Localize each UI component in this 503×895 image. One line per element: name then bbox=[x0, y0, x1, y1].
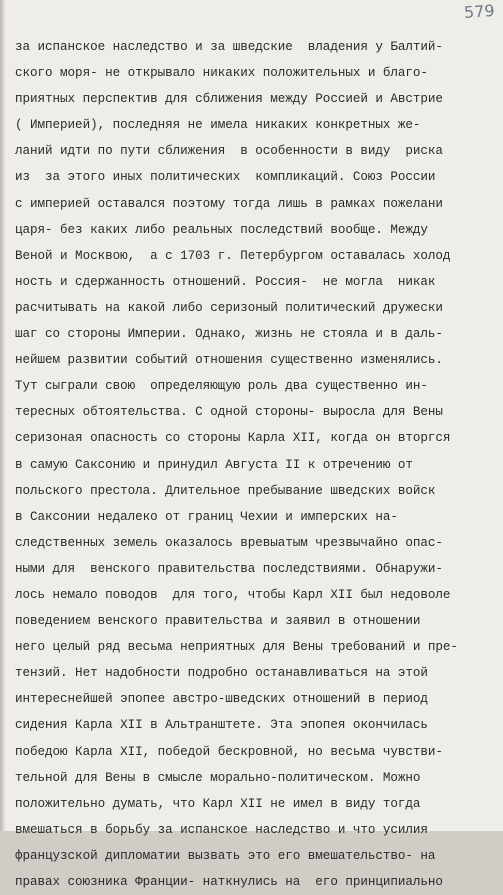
text-line: шаг со стороны Империи. Однако, жизнь не стояла и в даль- bbox=[15, 327, 443, 342]
text-line: ( Империей), последняя не имела никаких конкретных же- bbox=[15, 118, 421, 133]
text-line: нейшем развитии событий отношения существенно изменялись. bbox=[15, 353, 443, 368]
text-line: царя- без каких либо реальных последствий вообще. Между bbox=[15, 222, 428, 237]
text-line: победою Карла XII, победой бескровной, но весьма чувстви- bbox=[15, 744, 443, 759]
text-line: в Саксонии недалеко от границ Чехии и имперских на- bbox=[15, 509, 398, 524]
text-line: поведением венского правительства и заявил в отношении bbox=[15, 614, 421, 629]
text-line: расчитывать на какой либо серизоный политический дружески bbox=[15, 300, 443, 315]
text-line: ными для венского правительства последствиями. Обнаружи- bbox=[15, 561, 443, 576]
text-line: интереснейшей эпопее австро-шведских отношений в период bbox=[15, 692, 428, 707]
text-line: тензий. Нет надобности подробно останавливаться на этой bbox=[15, 666, 428, 681]
text-line: Веной и Москвою, а с 1703 г. Петербургом оставалась холод bbox=[15, 248, 451, 263]
text-line: за испанское наследство и за шведские владения у Балтий- bbox=[15, 40, 443, 54]
text-line: ланий идти по пути сближения в особенности в виду риска bbox=[15, 144, 443, 159]
text-line: серизоная опасность со стороны Карла XII, когда он вторгся bbox=[15, 431, 451, 446]
text-line: него целый ряд весьма неприятных для Вены требований и пре- bbox=[15, 640, 458, 655]
page-number: 579 bbox=[463, 0, 496, 23]
text-line: сидения Карла XII в Альтранштете. Эта эпопея окончилась bbox=[15, 718, 428, 733]
text-line: тересных обтоятельства. С одной стороны- выросла для Вены bbox=[15, 405, 443, 420]
text-line: Тут сыграли свою определяющую роль два существенно ин- bbox=[15, 379, 428, 394]
text-line: польского престола. Длительное пребывание шведских войск bbox=[15, 483, 436, 498]
text-line: положительно думать, что Карл XII не имел в виду тогда bbox=[15, 796, 421, 811]
text-line: из за этого иных политических компликаций. Союз России bbox=[15, 170, 436, 185]
text-line: в самую Саксонию и принудил Августа II к отречению от bbox=[15, 457, 413, 472]
text-line: приятных перспектив для сближения между Россией и Австрие bbox=[15, 92, 443, 107]
page-text-body bbox=[15, 34, 499, 895]
text-line: французской дипломатии вызвать это его вмешательство- на bbox=[15, 848, 436, 863]
text-line: ность и сдержанность отношений. Россия- не могла никак bbox=[15, 274, 436, 289]
text-line: тельной для Вены в смысле морально-политическом. Можно bbox=[15, 770, 421, 785]
text-line: вмешаться в борьбу за испанское наследство и что усилия bbox=[15, 822, 428, 837]
text-line: ского моря- не открывало никаких положительных и благо- bbox=[15, 66, 428, 81]
text-line: правах союзника Франции- наткнулись на его принципиально bbox=[15, 875, 443, 889]
text-line: лось немало поводов для того, чтобы Карл XII был недоволе bbox=[15, 587, 451, 602]
text-line: следственных земель оказалось вревыатым чрезвычайно опас- bbox=[15, 535, 443, 550]
text-line: с империей оставался поэтому тогда лишь в рамках пожелани bbox=[15, 196, 443, 211]
